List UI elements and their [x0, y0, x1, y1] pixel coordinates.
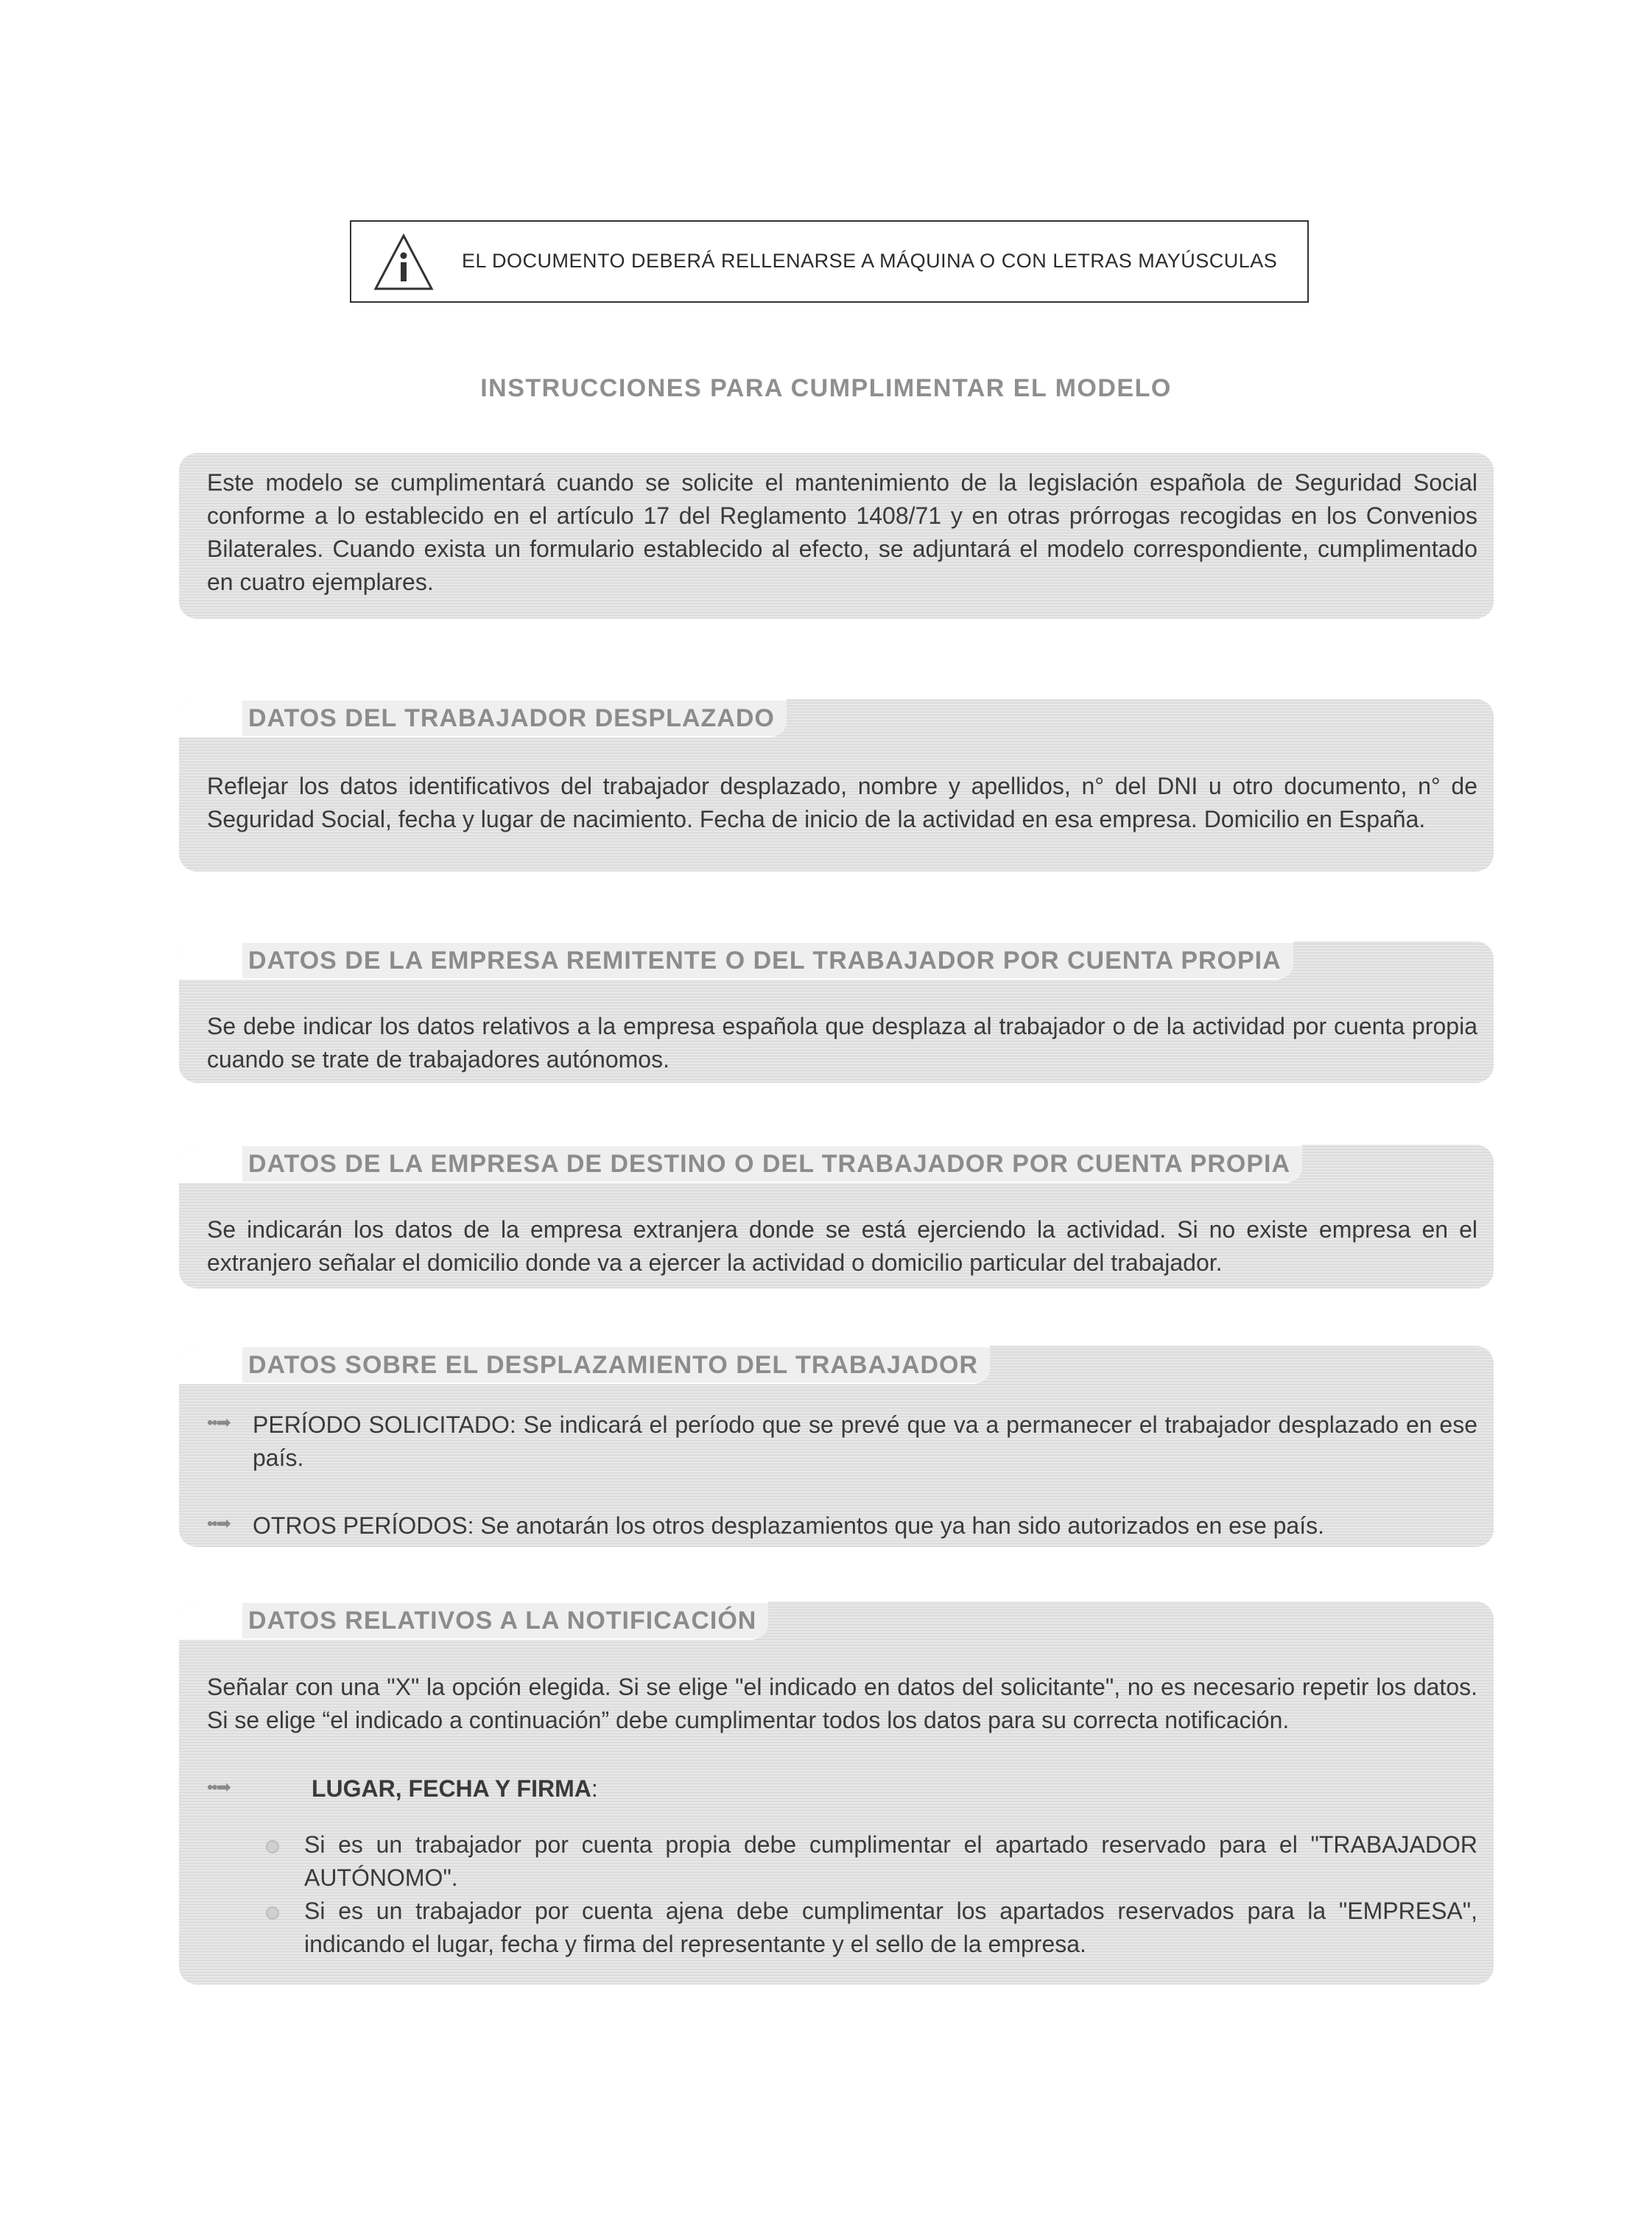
section-title: DATOS DEL TRABAJADOR DESPLAZADO [242, 701, 787, 736]
intro-text: Este modelo se cumplimentará cuando se solicite el mantenimiento de la legislación española de Seguridad Social conforme a lo establecido en el artículo 17 del Reglamento 1408/71 y en otras prórrogas recogidas en los Convenios Bilaterales. Cuando exista un formulario establecido al efecto, se adjuntará el modelo correspondiente, cumplimentado en cuatro ejemplares. [207, 469, 1477, 595]
notice-box [350, 220, 1309, 303]
otros-periodos-text: OTROS PERÍODOS: Se anotarán los otros desplazamientos que ya han sido autorizados en ese país. [253, 1512, 1324, 1539]
section-header [179, 1145, 1302, 1183]
section-header [179, 941, 1293, 980]
bullet-autonomo-text: Si es un trabajador por cuenta propia debe cumplimentar el apartado reservado para el "TRABAJADOR AUTÓNOMO". [304, 1831, 1477, 1891]
bullet-empresa-text: Si es un trabajador por cuenta ajena debe cumplimentar los apartados reservados para la "EMPRESA", indicando el lugar, fecha y firma del representante y el sello de la empresa. [304, 1898, 1477, 1957]
arrow-bullet-icon: ••➡ [207, 1413, 230, 1433]
page-title: INSTRUCCIONES PARA CUMPLIMENTAR EL MODELO [480, 374, 1172, 402]
periodo-solicitado-text: PERÍODO SOLICITADO: Se indicará el período que se prevé que va a permanecer el trabajador desplazado en ese país. [253, 1411, 1477, 1471]
section-header [179, 699, 787, 737]
lugar-fecha-firma-label: LUGAR, FECHA Y FIRMA [312, 1775, 591, 1802]
section-destino [179, 1145, 1494, 1288]
section-text: Señalar con una "X" la opción elegida. Si se elige "el indicado en datos del solicitante", no es necesario repetir los datos. Si se elige “el indicado a continuación” debe cumplimentar todos los datos para su correcta notificación. [207, 1674, 1477, 1733]
section-title: DATOS SOBRE EL DESPLAZAMIENTO DEL TRABAJADOR [242, 1347, 990, 1383]
intro-box [179, 453, 1494, 619]
arrow-bullet-icon: ••➡ [207, 1777, 230, 1797]
section-text: Reflejar los datos identificativos del trabajador desplazado, nombre y apellidos, n° del DNI u otro documento, n° de Seguridad Social, fecha y lugar de nacimiento. Fecha de inicio de la actividad en esa empresa. Domicilio en España. [207, 773, 1477, 832]
circle-bullet-icon [266, 1906, 279, 1920]
lugar-fecha-firma-colon: : [591, 1775, 598, 1802]
arrow-bullet-icon: ••➡ [207, 1514, 230, 1534]
circle-bullet-icon [266, 1840, 279, 1853]
section-desplazamiento [179, 1346, 1494, 1547]
section-title: DATOS DE LA EMPRESA DE DESTINO O DEL TRABAJADOR POR CUENTA PROPIA [242, 1146, 1302, 1182]
lugar-fecha-firma [312, 1772, 1477, 1805]
section-title: DATOS DE LA EMPRESA REMITENTE O DEL TRABAJADOR POR CUENTA PROPIA [242, 943, 1293, 978]
section-title: DATOS RELATIVOS A LA NOTIFICACIÓN [242, 1603, 768, 1638]
section-notificacion [179, 1601, 1494, 1984]
section-header [179, 1346, 990, 1384]
section-trabajador [179, 699, 1494, 871]
section-text: Se debe indicar los datos relativos a la empresa española que desplaza al trabajador o de la actividad por cuenta propia cuando se trate de trabajadores autónomos. [207, 1013, 1477, 1073]
section-text: Se indicarán los datos de la empresa extranjera donde se está ejerciendo la actividad. Si no existe empresa en el extranjero señalar el domicilio donde va a ejercer la actividad o domicilio particular del trabajador. [207, 1216, 1477, 1276]
warning-info-icon [373, 234, 434, 291]
section-remitente [179, 941, 1494, 1083]
notice-text: EL DOCUMENTO DEBERÁ RELLENARSE A MÁQUINA O CON LETRAS MAYÚSCULAS [462, 250, 1278, 272]
section-header [179, 1601, 768, 1640]
